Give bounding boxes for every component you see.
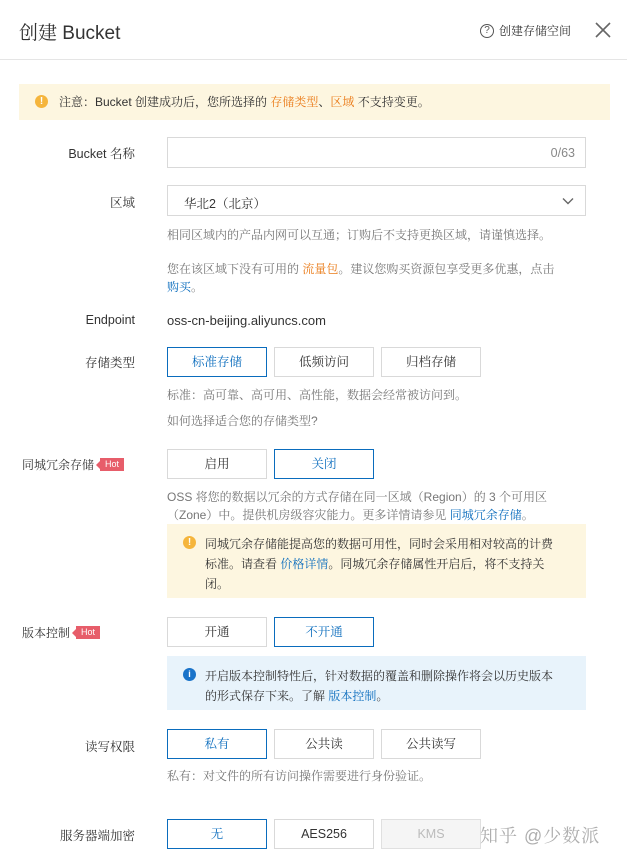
- encryption-label: 服务器端加密: [59, 829, 135, 843]
- versioning-enable-button[interactable]: 开通: [167, 617, 267, 647]
- question-circle-icon: ?: [480, 24, 494, 38]
- notice-suffix: 不支持变更。: [354, 95, 430, 109]
- notice-region-link[interactable]: 区域: [330, 95, 355, 109]
- versioning-label: [22, 624, 100, 641]
- warning-icon: !: [35, 95, 48, 108]
- zrs-warn-line2-suffix: 。同城冗余存储属性开启后，将不支持关: [328, 557, 545, 571]
- zrs-warning-box: [167, 524, 586, 598]
- zrs-doc-link[interactable]: 同城冗余存储: [449, 508, 522, 522]
- acl-label: 读写权限: [84, 740, 135, 754]
- hot-badge: Hot: [76, 626, 100, 639]
- zrs-warn-line1: 同城冗余存储能提高您的数据可用性，同时会采用相对较高的计费: [205, 537, 554, 551]
- zrs-disable-button[interactable]: 关闭: [274, 449, 374, 479]
- info-icon: i: [183, 668, 196, 681]
- warning-icon: !: [183, 536, 196, 549]
- zrs-label: [22, 456, 124, 473]
- endpoint-value: oss-cn-beijing.aliyuncs.com: [167, 313, 326, 328]
- storage-class-archive[interactable]: 归档存储: [381, 347, 481, 377]
- region-select[interactable]: [167, 185, 586, 216]
- storage-class-ia[interactable]: 低频访问: [274, 347, 374, 377]
- bucket-name-input[interactable]: [167, 137, 586, 168]
- dialog-title: 创建 Bucket: [19, 23, 121, 44]
- chevron-down-icon: [561, 194, 575, 208]
- encryption-kms-button: KMS: [381, 819, 481, 849]
- zrs-hint-end: 。: [521, 508, 534, 522]
- zrs-label-text: 同城冗余存储: [22, 458, 95, 472]
- promo-prefix: 您在该区域下没有可用的: [167, 262, 303, 276]
- zrs-hint: [167, 488, 597, 524]
- storage-class-guide-link[interactable]: 如何选择适合您的存储类型?: [167, 414, 318, 428]
- versioning-info-end: 。: [376, 689, 389, 703]
- acl-hint: 私有：对文件的所有访问操作需要进行身份验证。: [167, 769, 432, 783]
- hot-badge: Hot: [100, 458, 124, 471]
- zrs-enable-button[interactable]: 启用: [167, 449, 267, 479]
- bucket-name-counter: 0/63: [550, 146, 575, 160]
- watermark: 知乎 @少数派: [480, 826, 601, 846]
- notice-separator: 、: [318, 95, 331, 109]
- endpoint-label: Endpoint: [85, 313, 135, 327]
- versioning-disable-button[interactable]: 不开通: [274, 617, 374, 647]
- promo-end: 。: [191, 280, 204, 294]
- region-selected-value: 华北2（北京）: [184, 197, 266, 211]
- price-details-link[interactable]: 价格详情: [280, 557, 329, 571]
- promo-mid: 。建议您购买资源包享受更多优惠，点击: [338, 262, 555, 276]
- versioning-info-line1: 开启版本控制特性后，针对数据的覆盖和删除操作将会以历史版本: [205, 669, 554, 683]
- versioning-label-text: 版本控制: [22, 626, 71, 640]
- storage-class-label: 存储类型: [84, 356, 135, 370]
- close-icon[interactable]: [593, 20, 613, 40]
- versioning-info-box: [167, 656, 586, 710]
- region-label: 区域: [109, 196, 135, 210]
- zrs-hint-line2: （Zone）中。提供机房级容灾能力。更多详情请参见: [167, 508, 450, 522]
- zrs-warn-line3: 闭。: [205, 577, 230, 591]
- acl-public-read-button[interactable]: 公共读: [274, 729, 374, 759]
- zrs-hint-line1: OSS 将您的数据以冗余的方式存储在同一区域（Region）的 3 个可用区: [167, 490, 548, 504]
- create-bucket-help-link[interactable]: [480, 22, 571, 39]
- buy-link[interactable]: 购买: [167, 280, 192, 294]
- storage-class-standard[interactable]: 标准存储: [167, 347, 267, 377]
- acl-private-button[interactable]: 私有: [167, 729, 267, 759]
- region-hint: 相同区域内的产品内网可以互通；订购后不支持更换区域，请谨慎选择。: [167, 228, 552, 242]
- traffic-package-link[interactable]: 流量包: [302, 262, 339, 276]
- dialog-header: [0, 0, 627, 60]
- encryption-none-button[interactable]: 无: [167, 819, 267, 849]
- region-promo: [167, 260, 587, 296]
- bucket-name-label: Bucket 名称: [68, 147, 135, 161]
- help-label: 创建存储空间: [499, 24, 572, 38]
- versioning-doc-link[interactable]: 版本控制: [328, 689, 377, 703]
- encryption-aes256-button[interactable]: AES256: [274, 819, 374, 849]
- notice-banner: [19, 84, 610, 120]
- versioning-info-line2: 的形式保存下来。了解: [205, 689, 329, 703]
- storage-class-hint: 标准：高可靠、高可用、高性能，数据会经常被访问到。: [167, 388, 468, 402]
- notice-storage-class-link[interactable]: 存储类型: [270, 95, 319, 109]
- zrs-warn-line2-prefix: 标准。请查看: [205, 557, 281, 571]
- acl-public-read-write-button[interactable]: 公共读写: [381, 729, 481, 759]
- notice-prefix: 注意：Bucket 创建成功后，您所选择的: [59, 95, 271, 109]
